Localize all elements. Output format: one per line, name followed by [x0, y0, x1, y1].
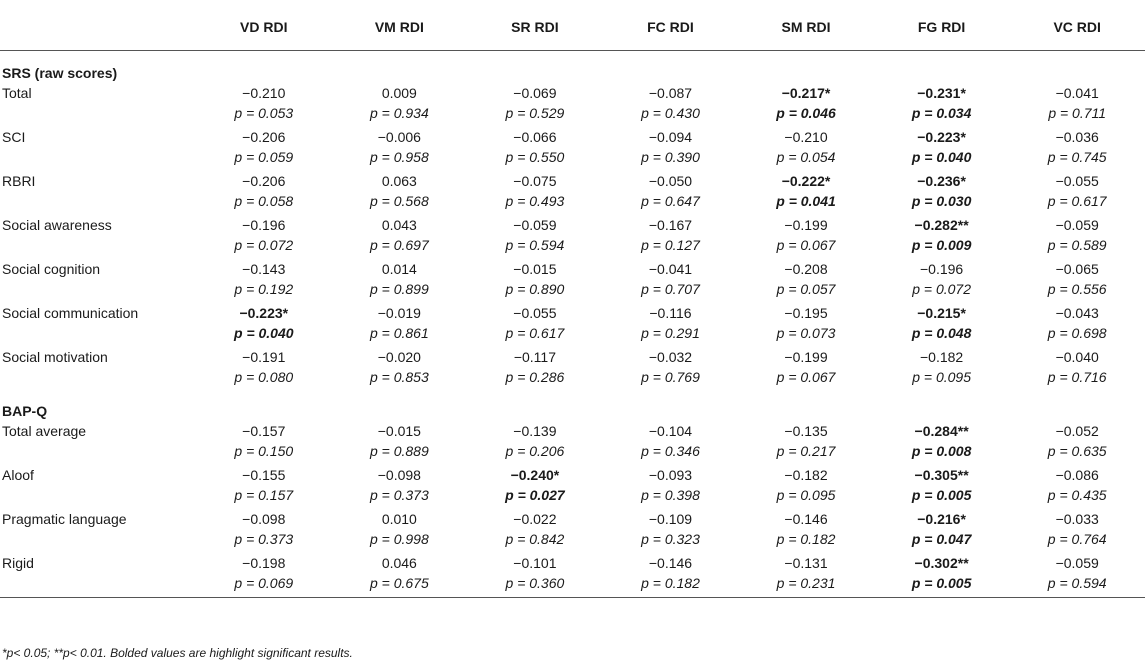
correlation-value-cell: 0.010: [381, 511, 417, 527]
row-label-spacer: [0, 529, 196, 551]
p-value-cell: p = 0.057: [776, 281, 836, 297]
table-row-values: [0, 257, 1145, 279]
p-value-cell: p = 0.594: [1009, 573, 1145, 598]
header-cell: SM RDI: [738, 4, 874, 51]
correlation-value-cell: −0.065: [1055, 261, 1099, 277]
correlation-value-cell: −0.043: [1055, 305, 1099, 321]
correlation-value-cell: −0.036: [1055, 129, 1099, 145]
correlation-value-cell: −0.231*: [917, 85, 966, 101]
correlation-value-cell: −0.041: [648, 261, 693, 277]
row-label: Social communication: [2, 305, 139, 321]
correlation-value-cell: 0.043: [381, 217, 417, 233]
correlation-table-container: [0, 4, 1145, 598]
correlation-value-cell: −0.052: [1055, 423, 1099, 439]
p-value-cell: p = 0.764: [1047, 531, 1107, 547]
correlation-value-cell: −0.059: [1055, 217, 1099, 233]
header-cell: FG RDI: [874, 4, 1010, 51]
p-value-cell: p = 0.707: [641, 281, 700, 297]
p-value-cell: p = 0.072: [912, 281, 971, 297]
p-value-cell: p = 0.899: [369, 281, 429, 297]
table-row-pvalues: [0, 235, 1145, 257]
correlation-value-cell: −0.050: [648, 173, 693, 189]
correlation-value-cell: −0.236*: [917, 173, 966, 189]
p-value-cell: p = 0.346: [641, 443, 700, 459]
correlation-value-cell: −0.006: [377, 129, 421, 145]
p-value-cell: p = 0.206: [505, 443, 565, 459]
correlation-value-cell: −0.059: [1055, 555, 1099, 571]
correlation-value-cell: −0.066: [513, 129, 557, 145]
table-row-pvalues: [0, 485, 1145, 507]
correlation-value-cell: −0.199: [784, 349, 828, 365]
p-value-cell: p = 0.034: [911, 105, 972, 121]
p-value-cell: p = 0.675: [332, 573, 468, 598]
correlation-value-cell: −0.101: [513, 555, 557, 571]
p-value-cell: p = 0.529: [505, 105, 565, 121]
p-value-cell: p = 0.435: [1047, 487, 1107, 503]
p-value-cell: p = 0.861: [369, 325, 429, 341]
correlation-value-cell: −0.032: [648, 349, 693, 365]
p-value-cell: p = 0.745: [1047, 149, 1107, 165]
table-row-pvalues: [0, 529, 1145, 551]
p-value-cell: p = 0.550: [505, 149, 565, 165]
p-value-cell: p = 0.231: [738, 573, 874, 598]
table-row-pvalues: [0, 441, 1145, 463]
p-value-cell: p = 0.182: [776, 531, 836, 547]
correlation-value-cell: −0.206: [242, 129, 286, 145]
p-value-cell: p = 0.697: [369, 237, 429, 253]
p-value-cell: p = 0.217: [776, 443, 836, 459]
row-label: RBRI: [2, 173, 36, 189]
p-value-cell: p = 0.058: [234, 193, 294, 209]
correlation-value-cell: −0.210: [784, 129, 828, 145]
correlation-value-cell: −0.020: [377, 349, 421, 365]
table-row-values: [0, 419, 1145, 441]
row-label: Total: [2, 85, 32, 101]
correlation-value-cell: 0.046: [381, 555, 417, 571]
table-row-pvalues: [0, 103, 1145, 125]
p-value-cell: p = 0.291: [641, 325, 700, 341]
correlation-value-cell: −0.146: [648, 555, 693, 571]
correlation-value-cell: −0.223*: [239, 305, 289, 321]
correlation-value-cell: −0.191: [242, 349, 286, 365]
row-label-spacer: [0, 323, 196, 345]
header-cell: FC RDI: [603, 4, 739, 51]
correlation-value-cell: −0.199: [784, 217, 828, 233]
p-value-cell: p = 0.041: [776, 193, 836, 209]
p-value-cell: p = 0.027: [505, 487, 565, 503]
p-value-cell: p = 0.890: [505, 281, 565, 297]
row-label: Social motivation: [2, 349, 108, 365]
correlation-value-cell: −0.222*: [781, 173, 831, 189]
p-value-cell: p = 0.067: [776, 369, 836, 385]
header-cell: VD RDI: [196, 4, 332, 51]
p-value-cell: p = 0.073: [776, 325, 836, 341]
correlation-value-cell: −0.055: [1055, 173, 1099, 189]
p-value-cell: p = 0.617: [1047, 193, 1107, 209]
row-label-spacer: [0, 485, 196, 507]
p-value-cell: p = 0.067: [776, 237, 836, 253]
p-value-cell: p = 0.698: [1047, 325, 1107, 341]
table-row-pvalues: [0, 573, 1145, 598]
p-value-cell: p = 0.647: [641, 193, 700, 209]
row-label-spacer: [0, 191, 196, 213]
p-value-cell: p = 0.594: [505, 237, 565, 253]
header-row: [0, 4, 1145, 51]
correlation-value-cell: −0.094: [648, 129, 693, 145]
correlation-value-cell: −0.040: [1055, 349, 1099, 365]
p-value-cell: p = 0.635: [1047, 443, 1107, 459]
p-value-cell: p = 0.373: [369, 487, 429, 503]
correlation-value-cell: −0.284**: [914, 423, 969, 439]
table-row-pvalues: [0, 323, 1145, 345]
correlation-value-cell: −0.196: [919, 261, 964, 277]
table-row-values: [0, 507, 1145, 529]
row-label-spacer: [0, 367, 196, 389]
correlation-value-cell: −0.143: [242, 261, 286, 277]
p-value-cell: p = 0.157: [234, 487, 294, 503]
p-value-cell: p = 0.958: [369, 149, 429, 165]
row-label: Total average: [2, 423, 87, 439]
table-row-values: [0, 301, 1145, 323]
row-label: Social awareness: [2, 217, 112, 233]
row-label-spacer: [0, 279, 196, 301]
correlation-value-cell: −0.098: [377, 467, 421, 483]
correlation-value-cell: −0.109: [648, 511, 693, 527]
p-value-cell: p = 0.095: [776, 487, 836, 503]
header-cell: SR RDI: [467, 4, 603, 51]
table-row-pvalues: [0, 279, 1145, 301]
p-value-cell: p = 0.080: [234, 369, 294, 385]
row-label: Aloof: [2, 467, 34, 483]
row-label: Social cognition: [2, 261, 101, 277]
p-value-cell: p = 0.360: [467, 573, 603, 598]
p-value-cell: p = 0.589: [1047, 237, 1107, 253]
correlation-value-cell: −0.155: [242, 467, 286, 483]
correlation-value-cell: −0.195: [784, 305, 828, 321]
correlation-value-cell: −0.302**: [914, 555, 969, 571]
p-value-cell: p = 0.054: [776, 149, 836, 165]
p-value-cell: p = 0.889: [369, 443, 429, 459]
correlation-value-cell: −0.015: [377, 423, 421, 439]
table-row-values: [0, 463, 1145, 485]
correlation-value-cell: −0.104: [648, 423, 693, 439]
correlation-value-cell: −0.087: [648, 85, 693, 101]
correlation-value-cell: −0.086: [1055, 467, 1099, 483]
row-label: SCI: [2, 129, 26, 145]
row-label-spacer: [0, 235, 196, 257]
row-label-spacer: [0, 573, 196, 598]
p-value-cell: p = 0.069: [196, 573, 332, 598]
p-value-cell: p = 0.059: [234, 149, 294, 165]
table-row-pvalues: [0, 191, 1145, 213]
p-value-cell: p = 0.009: [911, 237, 972, 253]
section-header-row: [0, 51, 1145, 82]
correlation-value-cell: −0.059: [513, 217, 557, 233]
p-value-cell: p = 0.192: [234, 281, 294, 297]
table-row-values: [0, 81, 1145, 103]
correlation-value-cell: 0.063: [381, 173, 417, 189]
p-value-cell: p = 0.711: [1048, 105, 1107, 121]
correlation-value-cell: −0.215*: [917, 305, 966, 321]
correlation-value-cell: −0.216*: [917, 511, 966, 527]
p-value-cell: p = 0.008: [911, 443, 972, 459]
row-label: Rigid: [2, 555, 34, 571]
correlation-value-cell: −0.167: [648, 217, 693, 233]
correlation-value-cell: −0.135: [784, 423, 828, 439]
correlation-value-cell: −0.217*: [781, 85, 831, 101]
correlation-value-cell: −0.093: [648, 467, 693, 483]
p-value-cell: p = 0.373: [234, 531, 294, 547]
correlation-value-cell: −0.041: [1055, 85, 1099, 101]
p-value-cell: p = 0.182: [603, 573, 739, 598]
p-value-cell: p = 0.046: [776, 105, 836, 121]
header-cell: VC RDI: [1009, 4, 1145, 51]
p-value-cell: p = 0.998: [369, 531, 429, 547]
p-value-cell: p = 0.323: [641, 531, 700, 547]
p-value-cell: p = 0.047: [911, 531, 972, 547]
p-value-cell: p = 0.005: [911, 487, 972, 503]
table-body: [0, 51, 1145, 598]
section-header-row: [0, 389, 1145, 419]
correlation-value-cell: −0.015: [513, 261, 557, 277]
correlation-value-cell: −0.182: [784, 467, 828, 483]
correlation-value-cell: −0.182: [919, 349, 964, 365]
correlation-value-cell: 0.014: [381, 261, 417, 277]
p-value-cell: p = 0.716: [1047, 369, 1107, 385]
p-value-cell: p = 0.005: [874, 573, 1010, 598]
p-value-cell: p = 0.127: [641, 237, 700, 253]
correlation-value-cell: −0.198: [242, 555, 286, 571]
correlation-value-cell: −0.117: [513, 349, 556, 365]
p-value-cell: p = 0.934: [369, 105, 429, 121]
correlation-value-cell: −0.098: [242, 511, 286, 527]
p-value-cell: p = 0.769: [641, 369, 700, 385]
p-value-cell: p = 0.053: [234, 105, 294, 121]
correlation-value-cell: −0.305**: [914, 467, 969, 483]
p-value-cell: p = 0.095: [912, 369, 971, 385]
row-label: Pragmatic language: [2, 511, 127, 527]
table-row-values: [0, 125, 1145, 147]
p-value-cell: p = 0.286: [505, 369, 565, 385]
row-label-spacer: [0, 103, 196, 125]
correlation-table: [0, 4, 1145, 598]
correlation-value-cell: −0.139: [513, 423, 557, 439]
correlation-value-cell: −0.131: [784, 555, 828, 571]
p-value-cell: p = 0.398: [641, 487, 700, 503]
section-title: SRS (raw scores): [2, 65, 118, 81]
p-value-cell: p = 0.556: [1047, 281, 1107, 297]
table-row-values: [0, 345, 1145, 367]
correlation-value-cell: −0.206: [242, 173, 286, 189]
row-label-spacer: [0, 147, 196, 169]
correlation-value-cell: −0.240*: [510, 467, 560, 483]
correlation-value-cell: −0.282**: [914, 217, 969, 233]
correlation-value-cell: −0.069: [513, 85, 557, 101]
table-row-pvalues: [0, 367, 1145, 389]
correlation-value-cell: −0.116: [649, 305, 692, 321]
correlation-value-cell: −0.075: [513, 173, 557, 189]
correlation-value-cell: −0.208: [784, 261, 828, 277]
p-value-cell: p = 0.030: [911, 193, 972, 209]
p-value-cell: p = 0.040: [234, 325, 294, 341]
table-row-pvalues: [0, 147, 1145, 169]
table-row-values: [0, 551, 1145, 573]
p-value-cell: p = 0.048: [911, 325, 972, 341]
p-value-cell: p = 0.568: [369, 193, 429, 209]
p-value-cell: p = 0.040: [911, 149, 972, 165]
p-value-cell: p = 0.493: [505, 193, 565, 209]
correlation-value-cell: −0.019: [377, 305, 421, 321]
correlation-value-cell: −0.210: [242, 85, 286, 101]
p-value-cell: p = 0.072: [234, 237, 294, 253]
row-label-spacer: [0, 441, 196, 463]
correlation-value-cell: −0.022: [513, 511, 557, 527]
correlation-value-cell: −0.033: [1055, 511, 1099, 527]
correlation-value-cell: 0.009: [381, 85, 417, 101]
table-row-values: [0, 213, 1145, 235]
correlation-value-cell: −0.146: [784, 511, 828, 527]
table-row-values: [0, 169, 1145, 191]
correlation-value-cell: −0.196: [242, 217, 286, 233]
header-cell: VM RDI: [332, 4, 468, 51]
p-value-cell: p = 0.617: [505, 325, 565, 341]
header-cell: [0, 4, 196, 51]
p-value-cell: p = 0.150: [234, 443, 294, 459]
section-title: BAP-Q: [2, 403, 48, 419]
correlation-value-cell: −0.055: [513, 305, 557, 321]
p-value-cell: p = 0.842: [505, 531, 565, 547]
correlation-value-cell: −0.223*: [917, 129, 966, 145]
p-value-cell: p = 0.430: [641, 105, 700, 121]
correlation-value-cell: −0.157: [242, 423, 286, 439]
p-value-cell: p = 0.390: [641, 149, 700, 165]
table-footnote: *p< 0.05; **p< 0.01. Bolded values are highlight significant results.: [2, 646, 353, 660]
p-value-cell: p = 0.853: [369, 369, 429, 385]
